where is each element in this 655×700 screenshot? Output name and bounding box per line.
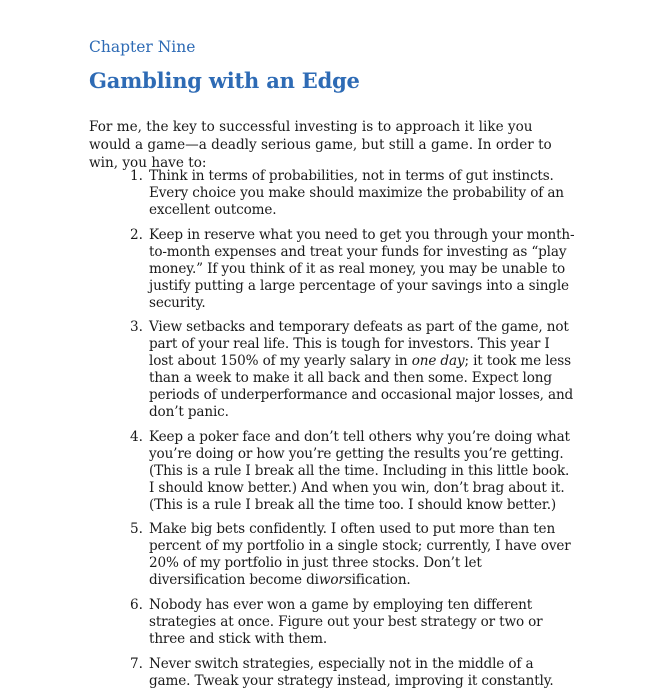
rule-text-emphasis: one day: [411, 353, 465, 370]
rule-number: 7.: [130, 655, 143, 672]
chapter-title: Gambling with an Edge: [89, 68, 360, 93]
rule-number: 1.: [130, 168, 143, 184]
rule-item: [130, 168, 575, 219]
rule-text: [149, 429, 575, 514]
rule-item: [130, 227, 575, 312]
rule-text: [149, 168, 575, 219]
rule-text: [149, 656, 575, 690]
chapter-label: Chapter Nine: [89, 38, 196, 56]
rule-item: [130, 521, 575, 589]
rule-text: [149, 597, 575, 648]
intro-paragraph: For me, the key to successful investing is to approach it like you would a game—a deadly serious game, but still a game. In order to win, you have to:: [89, 119, 552, 171]
rules-list: [130, 168, 575, 697]
rule-text-segment: View setbacks and temporary defeats as part of the game, not part of your real life. This is tough for investors. This year I lost about 150% of my yearly salary in: [149, 319, 569, 370]
rule-text-segment: ification.: [351, 572, 411, 589]
rule-text-segment: Think in terms of probabilities, not in terms of gut instincts. Every choice you make should maximize the probability of an excellent outcome.: [149, 168, 564, 218]
rule-item: [130, 319, 575, 421]
rule-text-segment: Never switch strategies, especially not in the middle of a game. Tweak your strategy instead, improving it constantly.: [149, 655, 554, 689]
rule-text-emphasis: wors: [318, 572, 352, 589]
rule-number: 4.: [130, 428, 143, 445]
rule-text-segment: Make big bets confidently. I often used to put more than ten percent of my portfolio in a single stock; currently, I have over 20% of my portfolio in just three stocks. Don’t let diversification become di: [149, 521, 571, 589]
rule-item: [130, 656, 575, 690]
rule-text: [149, 521, 575, 589]
rule-number: 6.: [130, 596, 143, 613]
rule-text-segment: Keep a poker face and don’t tell others why you’re doing what you’re doing or how you’re getting the results you’re getting. (This is a rule I break all the time. Including in this little book. I should know better.) And when you win, don’t brag about it. (This is a rule I break all the time too. I should know better.): [149, 428, 570, 513]
rule-text-segment: Keep in reserve what you need to get you through your month-to-month expenses and treat your funds for investing as “play money.” If you think of it as real money, you may be unable to justify putting a large percentage of your savings into a single security.: [149, 226, 575, 311]
rule-text: [149, 319, 575, 421]
rule-item: [130, 597, 575, 648]
rule-number: 5.: [130, 521, 143, 538]
rule-text-segment: Nobody has ever won a game by employing ten different strategies at once. Figure out your best strategy or two or three and stick with them.: [149, 596, 543, 647]
rule-number: 2.: [130, 226, 143, 243]
rule-number: 3.: [130, 319, 143, 336]
rule-item: [130, 429, 575, 514]
rule-text-segment: ; it took me less than a week to make it all back and then some. Expect long periods of underperformance and occasional major losses, and don’t panic.: [149, 353, 574, 421]
rule-text: [149, 227, 575, 312]
